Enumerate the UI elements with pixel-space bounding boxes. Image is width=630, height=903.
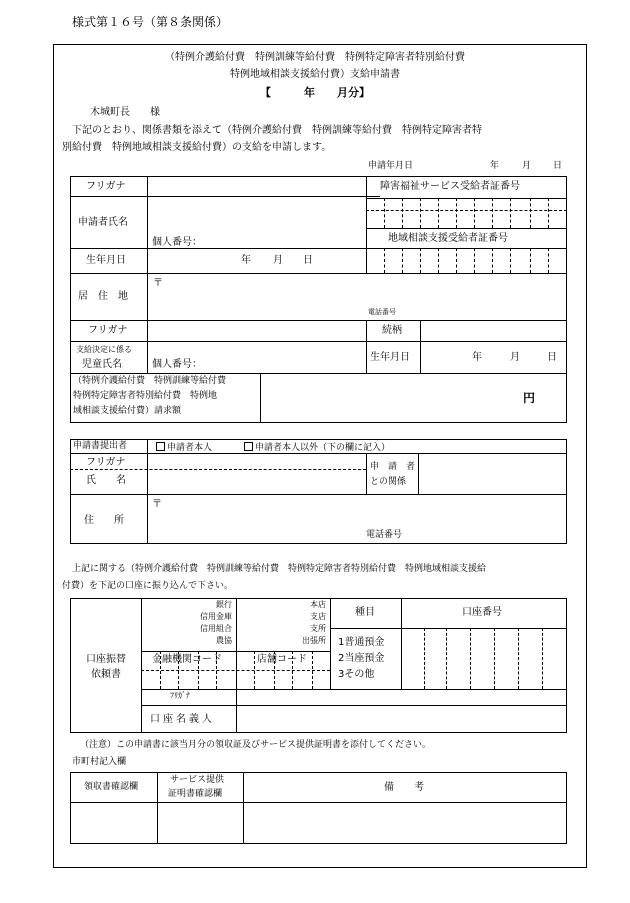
applicant-phone-label: 電話番号: [368, 308, 396, 316]
child-dob-year: 年: [472, 352, 482, 363]
submitter-option-other[interactable]: [244, 442, 390, 453]
applicant-dob-year: 年: [241, 255, 251, 266]
form-title-period: 【 年 月分】: [260, 86, 370, 99]
submitter-option-other-label: 申請者本人以外（下の欄に記入）: [255, 443, 391, 453]
account-type-ordinary: 1普通預金: [338, 637, 385, 648]
institution-type-kumiai: 信用組合: [200, 624, 232, 633]
remarks-label: 備 考: [384, 782, 424, 793]
branch-code-label: 店舗コード: [257, 654, 307, 665]
institution-type-nokyo: 農協: [216, 636, 232, 645]
welfare-cert-label: 障害福祉サービス受給者証番号: [380, 181, 520, 192]
claim-label-3: 域相談支援給付費）請求額: [73, 406, 182, 416]
submitter-label: 申請書提出者: [73, 441, 128, 451]
form-title-line2: 特例地域相談支援給付費）支給申請書: [230, 69, 400, 80]
applicant-dob-label: 生年月日: [86, 255, 126, 266]
intro-line1: 下記のとおり、関係書類を添えて（特例介護給付費 特例訓練等給付費 特例特定障害者特: [72, 125, 482, 136]
child-dob-day: 日: [547, 352, 557, 363]
institution-type-bank: 銀行: [216, 600, 232, 609]
form-number: 様式第１６号（第８条関係）: [72, 15, 229, 29]
child-name-label-1: 支給決定に係る: [76, 345, 132, 354]
institution-type-shinkin: 信用金庫: [200, 612, 232, 621]
service-check-label-2: 証明書確認欄: [168, 789, 223, 799]
institution-code-label: 金融機関コード: [152, 654, 222, 665]
applicant-name-label: 申請者氏名: [78, 217, 128, 228]
submitter-address-label: 住 所: [84, 515, 124, 526]
bank-section-label-2: 依頼書: [91, 669, 121, 680]
application-date-year: 年: [490, 161, 500, 171]
submitter-option-self[interactable]: [156, 442, 212, 453]
service-check-label-1: サービス提供: [170, 775, 225, 785]
form-title-line1: （特例介護給付費 特例訓練等給付費 特例特定障害者特別給付費: [165, 52, 465, 63]
branch-type-branch: 支店: [310, 612, 326, 621]
account-type-label: 種目: [355, 607, 375, 618]
submitter-name-label: 氏 名: [86, 475, 126, 486]
submitter-option-self-label: 申請者本人: [167, 443, 213, 453]
applicant-furigana-label: フリガナ: [86, 181, 126, 192]
application-date-month: 月: [522, 161, 532, 171]
transfer-intro-line1: 上記に関する（特例介護給付費 特例訓練等給付費 特例特定障害者特別給付費 特例地域相談支援給: [72, 564, 487, 574]
municipal-table: [70, 772, 567, 844]
submitter-relation-label-2: との関係: [370, 477, 407, 487]
submitter-phone-label: 電話番号: [366, 530, 403, 540]
claim-label-1: （特例介護給付費 特例訓練等給付費: [73, 376, 227, 386]
child-dob-label: 生年月日: [370, 352, 410, 363]
addressee: 木城町長 様: [90, 107, 160, 118]
account-type-other: 3その他: [338, 669, 375, 680]
child-dob-month: 月: [510, 352, 520, 363]
attachment-note: （注意）この申請書に該当月分の領収証及びサービス提供証明書を添付してください。: [80, 740, 432, 750]
transfer-intro-line2: 付費）を下記の口座に振り込んで下さい。: [62, 581, 234, 591]
application-date-day: 日: [553, 161, 563, 171]
branch-type-office: 支所: [310, 624, 326, 633]
consult-cert-label: 地域相談支援受給者証番号: [388, 233, 508, 244]
municipal-section-label: 市町村記入欄: [72, 757, 127, 767]
account-number-label: 口座番号: [462, 607, 502, 618]
branch-type-head: 本店: [310, 600, 326, 609]
child-furigana-label: フリガナ: [88, 325, 128, 336]
holder-label: 口座名義人: [150, 714, 215, 725]
intro-line2: 別給付費 特例地域相談支援給付費）の支給を申請します。: [62, 142, 332, 153]
claim-label-2: 特例特定障害者特別給付費 特例地: [73, 391, 218, 401]
address-label: 居 住 地: [78, 291, 128, 302]
submitter-table: [70, 439, 567, 544]
address-postal-mark: 〒: [153, 278, 163, 289]
bank-section-label-1: 口座振替: [86, 654, 126, 665]
submitter-relation-label-1: 申 請 者: [370, 462, 416, 472]
child-relation-label: 続柄: [382, 325, 402, 336]
application-date-label: 申請年月日: [368, 161, 414, 171]
submitter-postal-mark: 〒: [152, 499, 162, 510]
account-type-current: 2当座預金: [338, 653, 385, 664]
child-personal-number: 個人番号：: [152, 359, 202, 370]
claim-yen: 円: [523, 391, 536, 405]
applicant-dob-day: 日: [303, 255, 313, 266]
applicant-personal-number: 個人番号：: [152, 237, 202, 248]
child-name-label-2: 児童氏名: [82, 359, 122, 370]
holder-furigana-label: ﾌﾘｶﾞﾅ: [170, 691, 190, 700]
branch-type-sub: 出張所: [302, 636, 326, 645]
applicant-dob-month: 月: [273, 255, 283, 266]
receipt-check-label: 領収書確認欄: [84, 782, 139, 792]
submitter-furigana-label: フリガナ: [86, 457, 126, 468]
